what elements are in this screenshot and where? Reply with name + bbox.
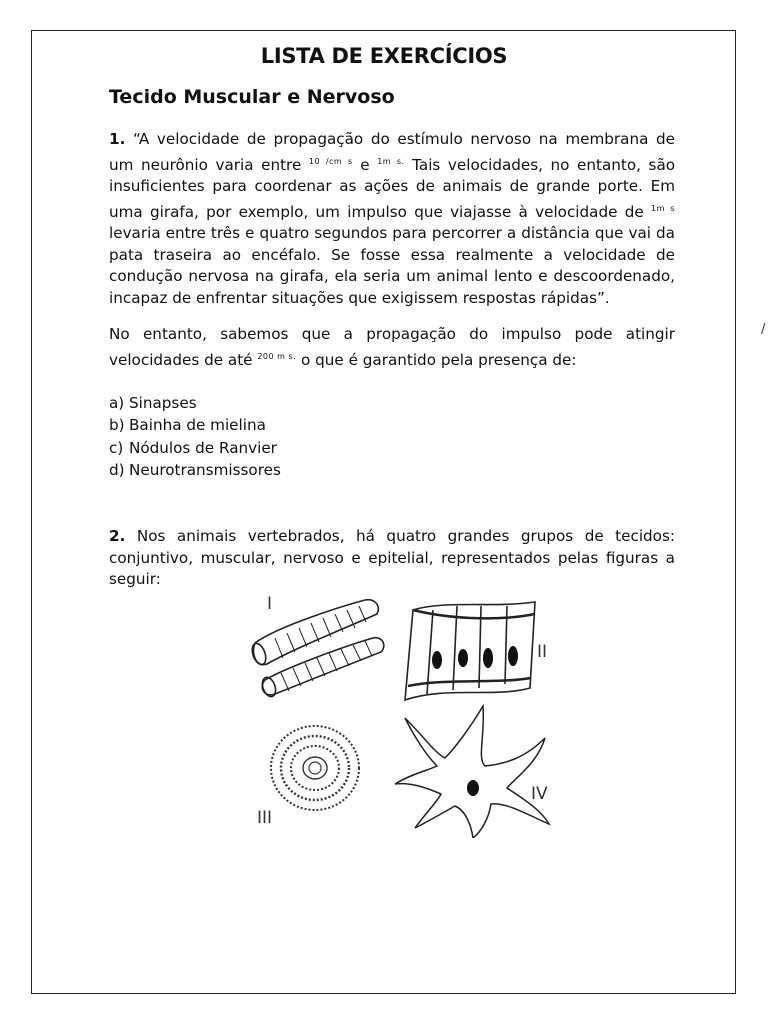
epithelial-tissue-drawing bbox=[405, 602, 535, 700]
option-c[interactable]: c) Nódulos de Ranvier bbox=[109, 438, 277, 457]
velocity-unit-a: 10 /cm s bbox=[308, 156, 353, 166]
page-title: LISTA DE EXERCÍCIOS bbox=[260, 44, 508, 68]
question-1-text-c: levaria entre três e quatro segundos para percorrer a distância que vai da pata traseira ao encéfalo. Se fosse essa realmente a velocidade de condução nervosa na girafa, ela seria um animal lento e descoordenado, incapaz de enfrentar situações que exigissem respostas rápidas”. bbox=[109, 224, 675, 307]
figure-label-4: IV bbox=[531, 784, 548, 804]
connective-tissue-drawing bbox=[271, 726, 359, 810]
velocity-unit-c: 1m s bbox=[650, 203, 676, 213]
question-2-text: Nos animais vertebrados, há quatro grandes grupos de tecidos: conjuntivo, muscular, nervoso e epitelial, representados pelas figuras a seguir: bbox=[109, 527, 676, 588]
question-1-follow-up bbox=[109, 324, 675, 371]
follow-up-text-a: No entanto, sabemos que a propagação do impulso pode atingir velocidades de até bbox=[109, 325, 675, 369]
page-subtitle: Tecido Muscular e Nervoso bbox=[109, 86, 395, 108]
question-1-text-a: “A velocidade de propagação do estímulo nervoso na membrana de um neurônio varia entre bbox=[109, 130, 675, 174]
nervous-tissue-drawing bbox=[395, 706, 549, 838]
question-2-statement bbox=[109, 526, 675, 591]
margin-mark: / bbox=[761, 322, 766, 337]
tissue-figure bbox=[245, 588, 565, 838]
option-d[interactable]: d) Neurotransmissores bbox=[109, 460, 281, 479]
option-a[interactable]: a) Sinapses bbox=[109, 394, 197, 412]
question-1-number: 1. bbox=[109, 130, 126, 148]
follow-up-text-b: o que é garantido pela presença de: bbox=[301, 350, 577, 369]
question-2-number: 2. bbox=[109, 527, 126, 545]
velocity-unit-d: 200 m s. bbox=[257, 351, 297, 361]
figure-label-1: I bbox=[267, 594, 273, 614]
muscle-tissue-drawing bbox=[250, 600, 384, 699]
velocity-unit-b: 1m s. bbox=[377, 156, 405, 166]
option-b[interactable]: b) Bainha de mielina bbox=[109, 416, 266, 435]
figure-label-3: III bbox=[257, 808, 273, 828]
question-1-statement bbox=[109, 129, 675, 309]
tissue-illustrations bbox=[245, 588, 565, 838]
figure-label-2: II bbox=[537, 642, 548, 662]
conjunction: e bbox=[360, 155, 370, 174]
question-1-text-b: Tais velocidades, no entanto, são insuficientes para coordenar as ações de animais de grande porte. Em uma girafa, por exemplo, um impulso que viajasse à velocidade de bbox=[109, 155, 676, 221]
answer-options bbox=[109, 392, 281, 481]
